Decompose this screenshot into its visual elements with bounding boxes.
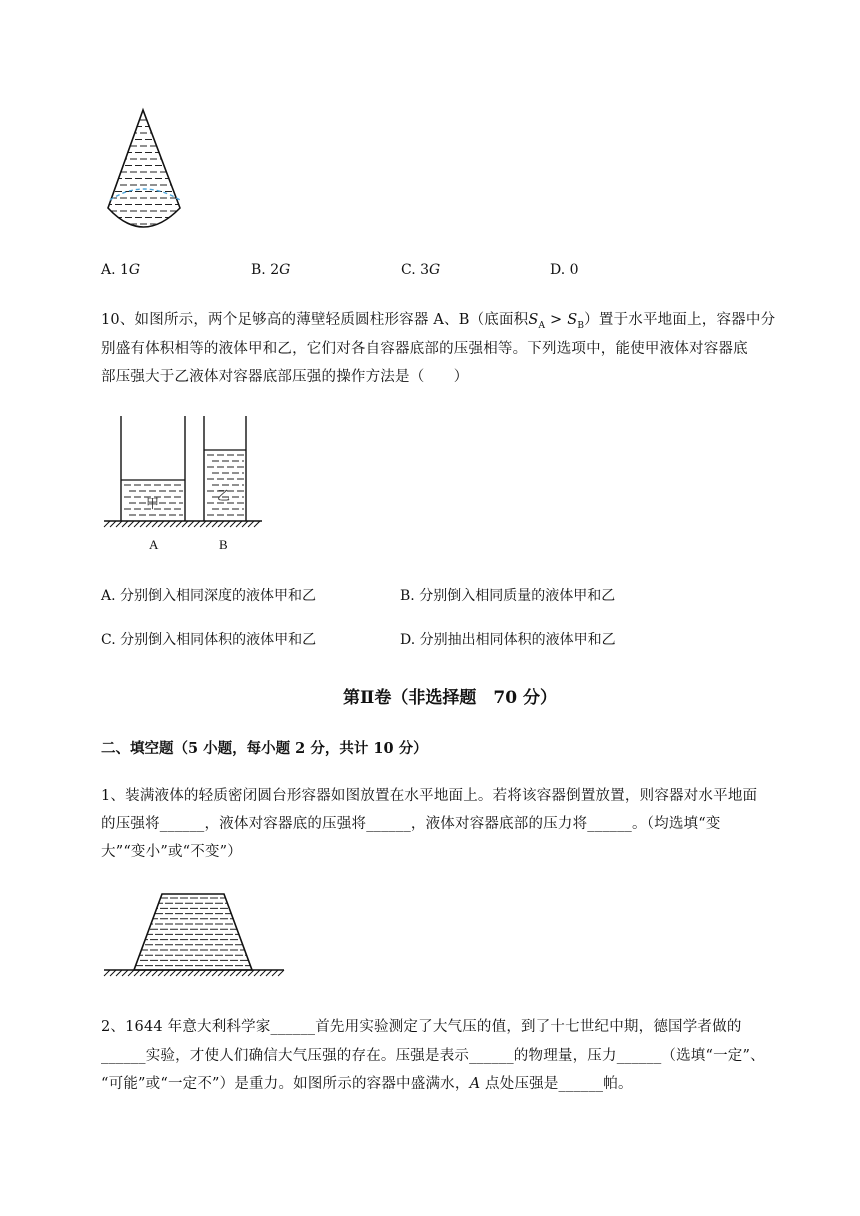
q9-option-b: B. 2G [251,262,291,278]
liquid-label-jia: 甲 [146,497,160,512]
q10-line-1: 10、如图所示，两个足够高的薄壁轻质圆柱形容器 A、B（底面积$S_A > S_B$）置于水平地面上，容器中分 [101,312,776,331]
fill2-line-2: ______实验，才使人们确信大气压强的存在。压强是表示______的物理量，压力______（选填“一定”、 [101,1048,765,1064]
q10-line-3: 部压强大于乙液体对容器底部压强的操作方法是（ ） [101,369,469,385]
q9-option-d: D. 0 [550,262,579,278]
q9-option-c: C. 3G [401,262,441,278]
section-title: 第Ⅱ卷（非选择题 70 分） [343,688,557,708]
cone-figure [100,106,190,246]
fill1-line-3: 大”“变小”或“不变”） [101,844,242,860]
liquid-label-yi: 乙 [217,489,231,504]
q10-option-b: B. 分别倒入相同质量的液体甲和乙 [400,588,616,604]
fill2-line-3: “可能”或“一定不”）是重力。如图所示的容器中盛满水，A 点处压强是______帕。 [101,1076,633,1092]
cylinders-figure [100,414,270,554]
container-label-a: A [149,537,159,552]
q10-option-a: A. 分别倒入相同深度的液体甲和乙 [101,588,317,604]
q10-line-2: 别盛有体积相等的液体甲和乙，它们对各自容器底部的压强相等。下列选项中，能使甲液体对容器底 [101,341,748,357]
frustum-figure [100,888,290,988]
fill1-line-1: 1、装满液体的轻质密闭圆台形容器如图放置在水平地面上。若将该容器倒置放置，则容器对水平地面 [101,788,758,804]
fill1-line-2: 的压强将______，液体对容器底的压强将______，液体对容器底部的压力将______。（均选填“变 [101,816,721,832]
q10-option-d: D. 分别抽出相同体积的液体甲和乙 [400,632,616,648]
q10-option-c: C. 分别倒入相同体积的液体甲和乙 [101,632,317,648]
q9-option-a: A. 1G [101,262,141,278]
section-subtitle: 二、填空题（5 小题，每小题 2 分，共计 10 分） [101,740,428,757]
container-label-b: B [219,537,228,552]
fill2-line-1: 2、1644 年意大利科学家______首先用实验测定了大气压的值，到了十七世纪中期，德国学者做的 [101,1019,742,1035]
